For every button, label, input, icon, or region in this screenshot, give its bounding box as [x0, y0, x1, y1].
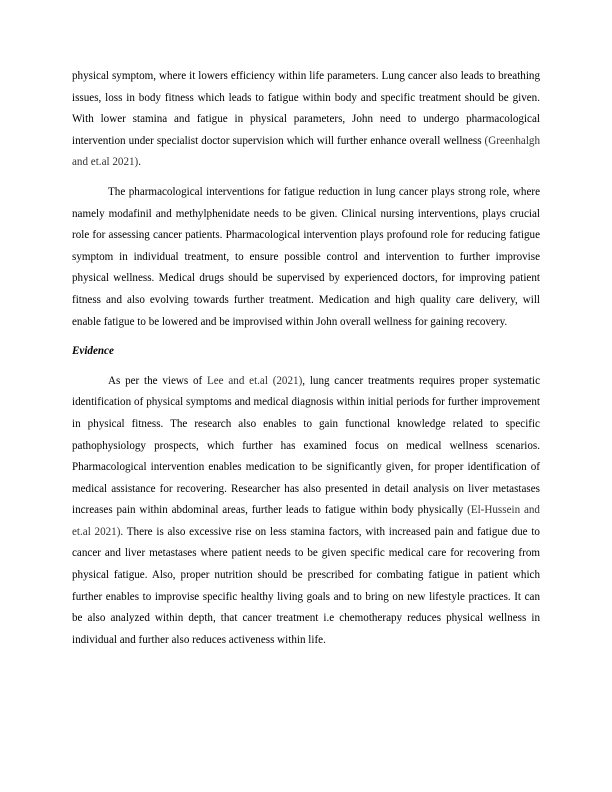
document-page	[72, 66, 540, 659]
paragraph-text-end: .	[138, 156, 142, 169]
citation-el-hussein: (El-Hussein and et.al 2021)	[72, 504, 540, 538]
citation-greenhalgh: (Greenhalgh and et.al 2021)	[72, 134, 540, 169]
paragraph-text: physical symptom, where it lowers efficiency within life parameters. Lung cancer also leads to breathing issues, loss in body fitness which leads to fatigue within body and specific treatment should be given. With lower stamina and fatigue in physical parameters, John need to undergo pharmacological intervention under specialist doctor supervision which will further enhance overall wellness	[72, 70, 540, 147]
paragraph-evidence	[72, 371, 540, 652]
paragraph-continuation	[72, 66, 540, 174]
citation-lee: Lee and et.al (2021)	[206, 374, 303, 387]
section-heading-evidence: Evidence	[72, 345, 114, 358]
paragraph-pharmacological	[72, 182, 540, 333]
paragraph-text: As per the views of	[108, 374, 207, 387]
paragraph-text: , lung cancer treatments requires proper systematic identification of physical symptoms and medical diagnosis within initial periods for further improvement in physical fitness. The research also enables to gain functional knowledge related to specific pathophysiology prospects, which further has examined focus on medical wellness scenarios. Pharmacological intervention enables medication to be significantly given, for proper identification of medical assistance for recovering. Researcher has also presented in detail analysis on liver metastases increases pain within abdominal areas, further leads to fatigue within body physically	[72, 374, 540, 517]
paragraph-text-end: . There is also excessive rise on less stamina factors, with increased pain and fatigue due to cancer and liver metastases where patient needs to be given specific medical care for recovering from physical fatigue. Also, proper nutrition should be prescribed for combating fatigue in patient which further enables to improvise specific healthy living goals and to bring on new lifestyle practices. It can be also analyzed within depth, that cancer treatment i.e chemotherapy reduces physical wellness in individual and further also reduces activeness within life.	[72, 525, 540, 646]
paragraph-text: The pharmacological interventions for fatigue reduction in lung cancer plays strong role, where namely modafinil and methylphenidate needs to be given. Clinical nursing interventions, plays crucial role for assessing cancer patients. Pharmacological intervention plays profound role for reducing fatigue symptom in individual treatment, to ensure possible control and intervention to further improvise physical wellness. Medical drugs should be supervised by experienced doctors, for improving patient fitness and also evolving towards further treatment. Medication and high quality care delivery, will enable fatigue to be lowered and be improvised within John overall wellness for gaining recovery.	[72, 185, 540, 328]
